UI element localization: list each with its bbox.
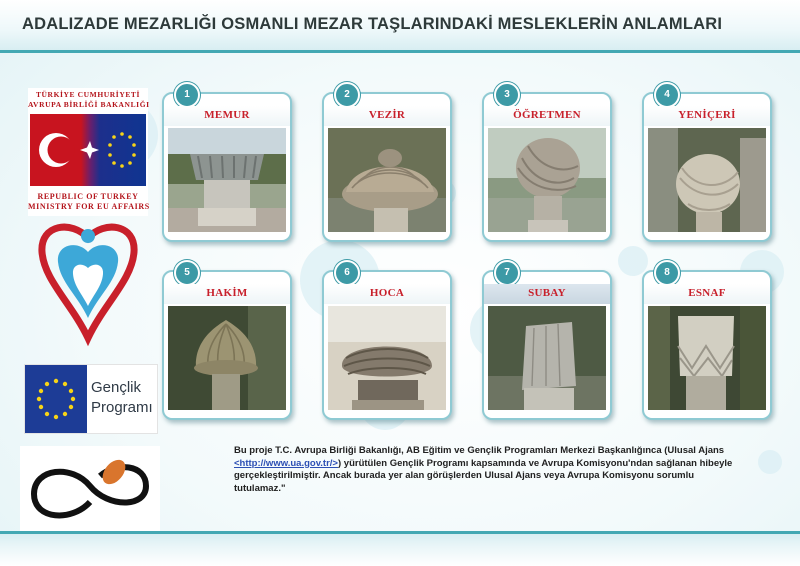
card-subay[interactable] bbox=[482, 267, 612, 420]
card-label: VEZİR bbox=[368, 109, 406, 121]
card-hoca[interactable] bbox=[322, 267, 452, 420]
national-agency-link[interactable]: <http://www.ua.gov.tr/> bbox=[234, 457, 338, 469]
turkey-eu-flag bbox=[30, 114, 146, 186]
card-vezir[interactable] bbox=[322, 89, 452, 242]
card-label: HAKİM bbox=[206, 287, 248, 299]
eu-flag bbox=[25, 365, 87, 433]
card-number-badge: 7 bbox=[494, 260, 520, 286]
ministry-name-tr-line1: TÜRKİYE CUMHURİYETİ bbox=[35, 90, 141, 99]
youth-program-text-line2: Programı bbox=[91, 399, 153, 416]
gravestone-photo bbox=[328, 128, 446, 232]
card-number-badge: 8 bbox=[654, 260, 680, 286]
association-logo bbox=[20, 446, 160, 532]
background-bubble bbox=[618, 246, 648, 276]
card-number-badge: 1 bbox=[174, 82, 200, 108]
heart-figure-icon bbox=[32, 218, 144, 348]
bottom-bar bbox=[0, 531, 800, 566]
page-title: ADALIZADE MEZARLIĞI OSMANLI MEZAR TAŞLARINDAKİ MESLEKLERİN ANLAMLARI bbox=[22, 15, 723, 33]
national-agency-logo bbox=[32, 218, 144, 348]
card-label: MEMUR bbox=[204, 109, 250, 121]
card-number-badge: 5 bbox=[174, 260, 200, 286]
card-number-badge: 4 bbox=[654, 82, 680, 108]
youth-program-text-line1: Gençlik bbox=[91, 379, 142, 396]
card-label: YENİÇERİ bbox=[678, 109, 736, 121]
card-memur[interactable] bbox=[162, 89, 292, 242]
gravestone-photo bbox=[488, 306, 606, 410]
infinity-ring-icon bbox=[20, 446, 160, 532]
title-bar bbox=[0, 0, 800, 53]
gravestone-photo bbox=[648, 128, 766, 232]
ministry-name-tr-line2: AVRUPA BİRLİĞİ BAKANLIĞI bbox=[28, 100, 150, 109]
card-yeniceri[interactable] bbox=[642, 89, 772, 242]
card-label: SUBAY bbox=[528, 287, 566, 299]
disclaimer-text bbox=[234, 445, 734, 495]
crescent-star-icon bbox=[30, 114, 146, 186]
ministry-logo bbox=[28, 88, 148, 216]
card-ogretmen[interactable] bbox=[482, 89, 612, 242]
ministry-name-en-line1: REPUBLIC OF TURKEY bbox=[37, 192, 139, 201]
youth-program-logo bbox=[24, 364, 158, 434]
card-number-badge: 2 bbox=[334, 82, 360, 108]
card-number-badge: 6 bbox=[334, 260, 360, 286]
eu-stars-icon bbox=[25, 365, 87, 433]
card-number-badge: 3 bbox=[494, 82, 520, 108]
background-bubble bbox=[758, 450, 782, 474]
card-label: HOCA bbox=[369, 287, 405, 299]
gravestone-photo bbox=[488, 128, 606, 232]
gravestone-photo bbox=[328, 306, 446, 410]
gravestone-photo bbox=[168, 128, 286, 232]
card-esnaf[interactable] bbox=[642, 267, 772, 420]
ministry-name-en-line2: MINISTRY FOR EU AFFAIRS bbox=[28, 202, 150, 211]
gravestone-photo bbox=[648, 306, 766, 410]
card-label: ÖĞRETMEN bbox=[513, 109, 581, 121]
disclaimer-part2: ) yürütülen Gençlik Programı kapsamında ve Avrupa Komisyonu'ndan sağlanan hibeyle gerçekleştirilmiştir. Ancak burada yer alan görüşlerden Ulusal Ajans veya Avrupa Komisyonu sorumlu tutulamaz." bbox=[234, 457, 733, 494]
disclaimer-part1: Bu proje T.C. Avrupa Birliği Bakanlığı, AB Eğitim ve Gençlik Programları Merkezi Başkanlığınca (Ulusal Ajans bbox=[234, 445, 725, 456]
gravestone-photo bbox=[168, 306, 286, 410]
card-label: ESNAF bbox=[688, 287, 726, 299]
card-hakim[interactable] bbox=[162, 267, 292, 420]
